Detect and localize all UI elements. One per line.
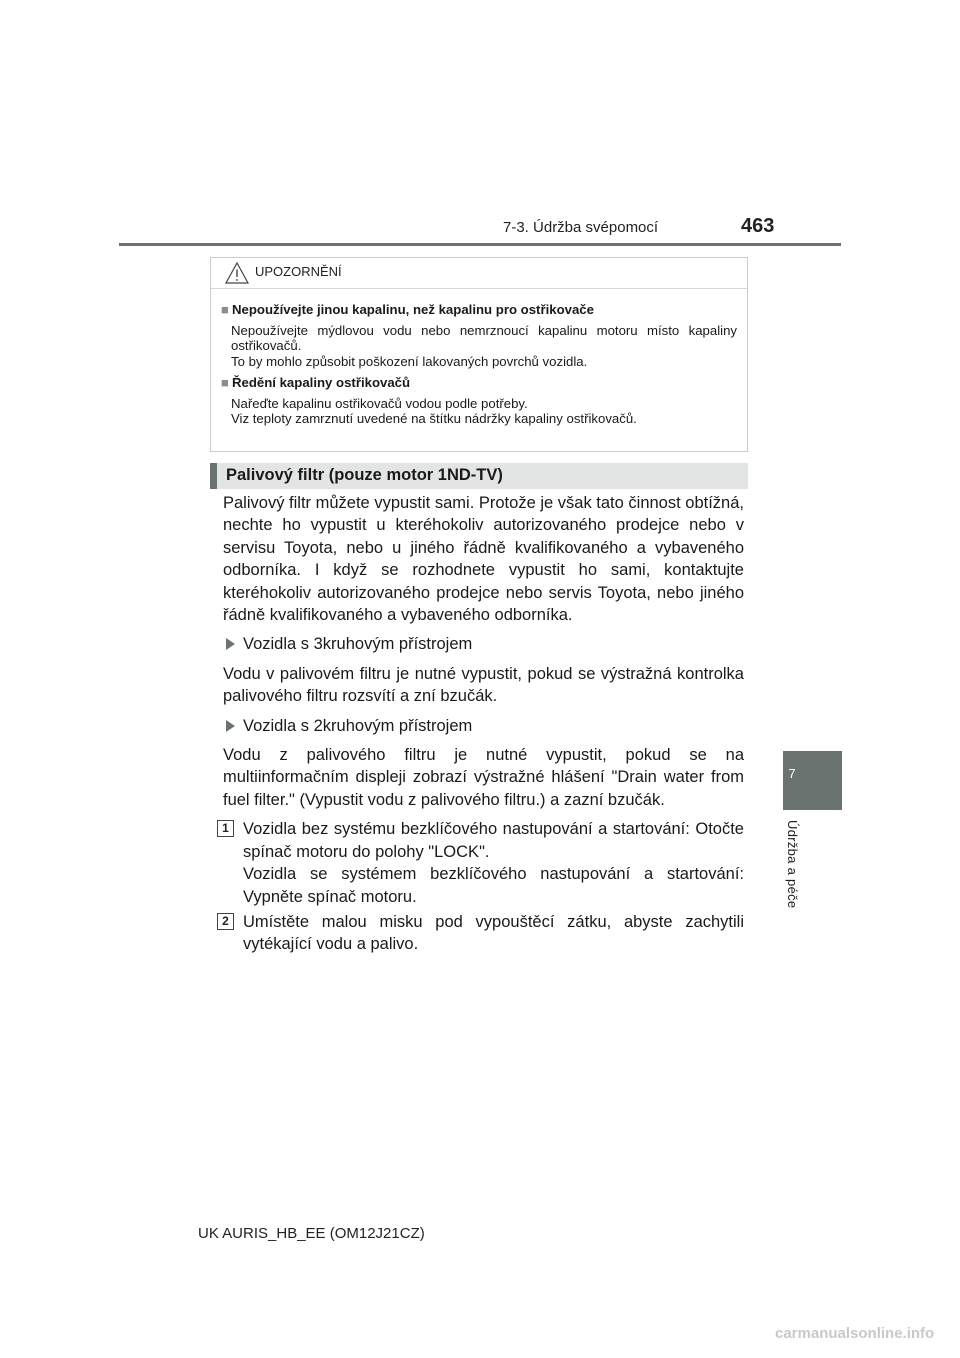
triangle-bullet-icon xyxy=(226,720,235,732)
step-item: 2 Umístěte malou misku pod vypouštěcí zátku, abyste zachytili vytékající vodu a palivo. xyxy=(223,911,744,956)
chapter-tab-number: 7 xyxy=(788,766,796,781)
step-number: 1 xyxy=(217,820,234,837)
section-title: Palivový filtr (pouze motor 1ND-TV) xyxy=(226,466,503,484)
square-bullet-icon: ■ xyxy=(221,302,229,317)
chapter-tab-label: Údržba a péče xyxy=(785,820,800,909)
square-bullet-icon: ■ xyxy=(221,375,229,390)
warning-body xyxy=(211,289,747,427)
step-item: 1 Vozidla bez systému bezklíčového nastupování a startování: Otočte spínač motoru do polohy "LOCK". Vozidla se systémem bezklíčového nastupování a startování: Vypněte spínač motoru. xyxy=(223,818,744,908)
paragraph: Vodu v palivovém filtru je nutné vypustit, pokud se výstražná kontrolka palivového filtru rozsvítí a zní bzučák. xyxy=(223,664,744,706)
watermark: carmanualsonline.info xyxy=(775,1325,935,1342)
warning-box xyxy=(210,257,748,452)
section-header xyxy=(210,463,748,489)
intro-paragraph: Palivový filtr můžete vypustit sami. Protože je však tato činnost obtížná, nechte ho vypustit u kteréhokoliv autorizovaného prodejce nebo v servisu Toyota, nebo u jiného řádně kvalifikovaného a vybaveného odborníka. I když se rozhodnete vypustit ho sami, kontaktujte kteréhokoliv autorizovaného prodejce nebo servis Toyota, nebo jiného řádně kvalifikovaného a vybaveného odborníka. xyxy=(223,494,744,625)
paragraph: Vodu z palivového filtru je nutné vypustit, pokud se na multiinformačním displeji zobrazí výstražné hlášení "Drain water from fuel filter." (Vypustit vodu z palivového filtru.) a zazní bzučák. xyxy=(223,746,744,809)
document-footer: UK AURIS_HB_EE (OM12J21CZ) xyxy=(198,1225,425,1242)
page-number: 463 xyxy=(741,215,775,237)
warning-title: UPOZORNĚNÍ xyxy=(255,264,342,279)
vehicle-variant-bullet: Vozidla s 2kruhovým přístrojem xyxy=(223,715,744,737)
warning-text: Nepoužívejte mýdlovou vodu nebo nemrznoucí kapalinu motoru místo kapaliny ostřikovačů. To by mohlo způsobit poškození lakovaných povrchů vozidla. xyxy=(231,322,737,369)
header-divider xyxy=(119,243,841,246)
section-content xyxy=(223,492,744,959)
warning-header xyxy=(211,258,747,289)
warning-subheading: ■ Nepoužívejte jinou kapalinu, než kapalinu pro ostřikovače xyxy=(221,302,594,317)
warning-subheading: ■ Ředění kapaliny ostřikovačů xyxy=(221,375,411,390)
warning-triangle-icon xyxy=(224,261,250,285)
section-heading: 7-3. Údržba svépomocí xyxy=(503,219,659,236)
step-number: 2 xyxy=(217,913,234,930)
triangle-bullet-icon xyxy=(226,638,235,650)
vehicle-variant-bullet: Vozidla s 3kruhovým přístrojem xyxy=(223,633,744,655)
warning-text: Nařeďte kapalinu ostřikovačů vodou podle potřeby. Viz teploty zamrznutí uvedené na štítku nádržky kapaliny ostřikovačů. xyxy=(231,395,637,426)
